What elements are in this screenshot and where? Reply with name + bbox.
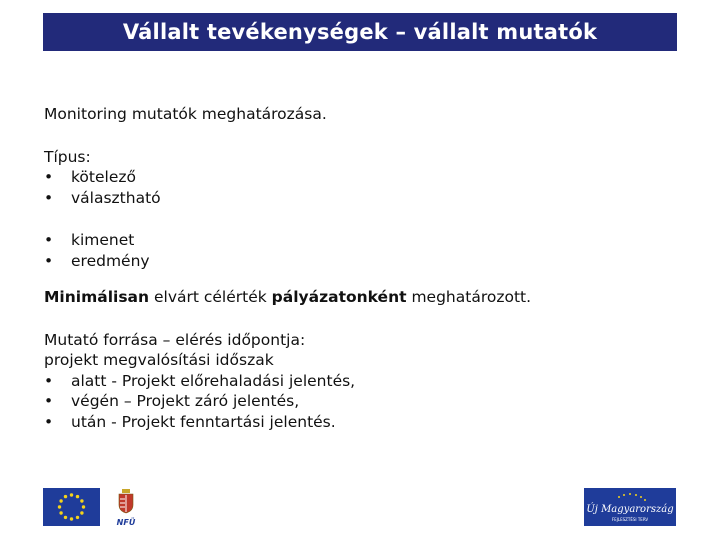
type-list: [44, 167, 684, 208]
slide-title: Vállalt tevékenységek – vállalt mutatók: [122, 20, 598, 44]
kind-list: [44, 230, 684, 271]
bullet-icon: •: [44, 231, 54, 249]
source-label: Mutató forrása – elérés időpontja:: [44, 330, 306, 349]
list-item: • választható: [44, 188, 161, 207]
eu-flag-icon: [43, 488, 100, 526]
bullet-icon: •: [44, 392, 54, 410]
bullet-icon: •: [44, 188, 54, 207]
list-item: • után - Projekt fenntartási jelentés.: [44, 412, 336, 431]
bullet-icon: •: [44, 371, 54, 390]
intro-text: Monitoring mutatók meghatározása.: [44, 105, 327, 123]
type-label: Típus:: [44, 147, 91, 166]
nfu-logo-text: NFÜ: [116, 518, 136, 527]
bullet-icon: •: [44, 168, 54, 186]
list-item: • kimenet: [44, 231, 135, 249]
list-item: • alatt - Projekt előrehaladási jelentés,: [44, 371, 356, 390]
right-logo-subtext: FEJLESZTÉSI TERV: [611, 517, 649, 522]
footer-left-logos: [43, 488, 143, 528]
list-item: • végén – Projekt záró jelentés,: [44, 392, 300, 410]
minimum-target-line: Minimálisan elvárt célérték pályázatonként meghatározott.: [44, 288, 532, 306]
bullet-icon: •: [44, 251, 54, 270]
source-list: [44, 371, 684, 433]
hungarian-crest-icon: [113, 488, 139, 528]
uj-magyarorszag-logo: [584, 488, 676, 526]
slide-body: [44, 104, 684, 432]
list-item: • kötelező: [44, 168, 136, 186]
list-item: • eredmény: [44, 251, 150, 270]
bullet-icon: •: [44, 412, 54, 431]
title-bar: [43, 13, 677, 51]
period-label: projekt megvalósítási időszak: [44, 351, 274, 369]
right-logo-text: Új Magyarország: [586, 504, 674, 515]
